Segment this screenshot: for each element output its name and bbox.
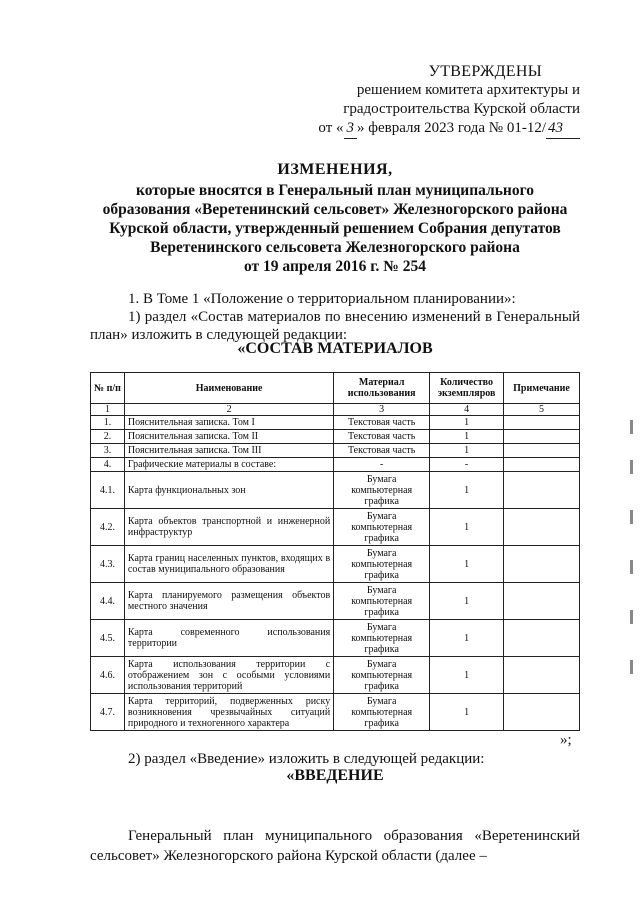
paragraph-1: 1. В Томе 1 «Положение о территориальном планировании»: (128, 291, 516, 307)
approval-date (290, 119, 580, 139)
cell-note (504, 657, 580, 694)
section-title-materials: «СОСТАВ МАТЕРИАЛОВ (237, 340, 433, 357)
cell-qty: 1 (430, 657, 504, 694)
approval-date-prefix: от « (318, 120, 344, 136)
title-line-4: Веретенинского сельсовета Железногорского района (150, 239, 520, 256)
paragraph-3: 2) раздел «Введение» изложить в следующей редакции: (128, 751, 485, 767)
cell-num: 4.7. (91, 694, 125, 731)
cell-note (504, 620, 580, 657)
cell-qty: 1 (430, 416, 504, 430)
cell-material: Бумага компьютерная графика (334, 694, 430, 731)
cell-name: Пояснительная записка. Том II (124, 430, 333, 444)
approval-number-handwritten: 43 (546, 119, 580, 139)
header-name: Наименование (124, 373, 333, 404)
cell-material: Бумага компьютерная графика (334, 546, 430, 583)
cell-note (504, 430, 580, 444)
cell-qty: 1 (430, 444, 504, 458)
cell-name: Пояснительная записка. Том III (124, 444, 333, 458)
col-number: 3 (334, 404, 430, 416)
header-num: № п/п (91, 373, 125, 404)
cell-name: Карта использования территории с отображением зон с особыми условиями использования территорий (124, 657, 333, 694)
cell-material: - (334, 458, 430, 472)
table-header-row (91, 373, 580, 404)
section-title-introduction: «ВВЕДЕНИЕ (286, 767, 384, 784)
cell-name: Карта территорий, подверженных риску возникновения чрезвычайных ситуаций природного и техногенного характера (124, 694, 333, 731)
table-row (91, 657, 580, 694)
paragraph-2: 1) раздел «Состав материалов по внесению изменений в Генеральный план» изложить в следующей редакции: (90, 309, 580, 343)
col-number: 2 (124, 404, 333, 416)
cell-note (504, 694, 580, 731)
cell-note (504, 546, 580, 583)
approval-line-2: градостроительства Курской области (343, 101, 580, 117)
col-number: 4 (430, 404, 504, 416)
cell-note (504, 458, 580, 472)
cell-name: Графические материалы в составе: (124, 458, 333, 472)
table-row (91, 620, 580, 657)
col-number: 5 (504, 404, 580, 416)
table-row (91, 472, 580, 509)
cell-note (504, 509, 580, 546)
cell-num: 4.6. (91, 657, 125, 694)
cell-material: Текстовая часть (334, 444, 430, 458)
cell-qty: 1 (430, 472, 504, 509)
cell-qty: 1 (430, 694, 504, 731)
cell-qty: 1 (430, 546, 504, 583)
cell-material: Текстовая часть (334, 416, 430, 430)
cell-num: 1. (91, 416, 125, 430)
cell-material: Бумага компьютерная графика (334, 472, 430, 509)
cell-qty: 1 (430, 583, 504, 620)
approval-heading: УТВЕРЖДЕНЫ (428, 63, 542, 80)
cell-material: Текстовая часть (334, 430, 430, 444)
col-number: 1 (91, 404, 125, 416)
title-line-5: от 19 апреля 2016 г. № 254 (244, 258, 426, 275)
cell-name: Карта современного использования территории (124, 620, 333, 657)
cell-note (504, 583, 580, 620)
cell-material: Бумага компьютерная графика (334, 583, 430, 620)
cell-material: Бумага компьютерная графика (334, 620, 430, 657)
table-row (91, 444, 580, 458)
cell-name: Карта границ населенных пунктов, входящих в состав муниципального образования (124, 546, 333, 583)
title-main: ИЗМЕНЕНИЯ, (277, 161, 393, 178)
cell-num: 4.3. (91, 546, 125, 583)
table-row (91, 694, 580, 731)
table-row (91, 458, 580, 472)
cell-num: 4.1. (91, 472, 125, 509)
approval-line-1: решением комитета архитектуры и (356, 82, 580, 98)
table-row (91, 430, 580, 444)
title-line-2: образования «Веретенинский сельсовет» Железногорского района (102, 201, 568, 218)
table-row (91, 546, 580, 583)
cell-num: 4.5. (91, 620, 125, 657)
cell-qty: 1 (430, 430, 504, 444)
cell-note (504, 416, 580, 430)
header-material: Материал использования (334, 373, 430, 404)
cell-name: Пояснительная записка. Том I (124, 416, 333, 430)
cell-qty: - (430, 458, 504, 472)
cell-num: 2. (91, 430, 125, 444)
header-qty: Количество экземпляров (430, 373, 504, 404)
column-number-row (91, 404, 580, 416)
table-row (91, 416, 580, 430)
closing-quote: »; (560, 732, 572, 748)
document-title (90, 160, 580, 276)
cell-qty: 1 (430, 620, 504, 657)
header-note: Примечание (504, 373, 580, 404)
title-line-1: которые вносятся в Генеральный план муниципального (135, 182, 535, 199)
cell-num: 4. (91, 458, 125, 472)
cell-qty: 1 (430, 509, 504, 546)
paragraph-4: Генеральный план муниципального образования «Веретенинский сельсовет» Железногорского района Курской области (далее – (90, 828, 580, 864)
materials-table (90, 372, 580, 731)
cell-num: 4.2. (91, 509, 125, 546)
cell-name: Карта функциональных зон (124, 472, 333, 509)
cell-num: 3. (91, 444, 125, 458)
approval-day-handwritten: 3 (344, 119, 358, 139)
table-row (91, 509, 580, 546)
cell-name: Карта объектов транспортной и инженерной инфраструктур (124, 509, 333, 546)
title-line-3: Курской области, утвержденный решением Собрания депутатов (109, 220, 561, 237)
cell-name: Карта планируемого размещения объектов местного значения (124, 583, 333, 620)
cell-note (504, 472, 580, 509)
scan-edge-marks (630, 400, 640, 700)
cell-num: 4.4. (91, 583, 125, 620)
approval-stamp (290, 62, 580, 139)
cell-note (504, 444, 580, 458)
approval-date-middle: » февраля 2023 года № 01-12/ (357, 120, 546, 136)
table-row (91, 583, 580, 620)
cell-material: Бумага компьютерная графика (334, 657, 430, 694)
cell-material: Бумага компьютерная графика (334, 509, 430, 546)
